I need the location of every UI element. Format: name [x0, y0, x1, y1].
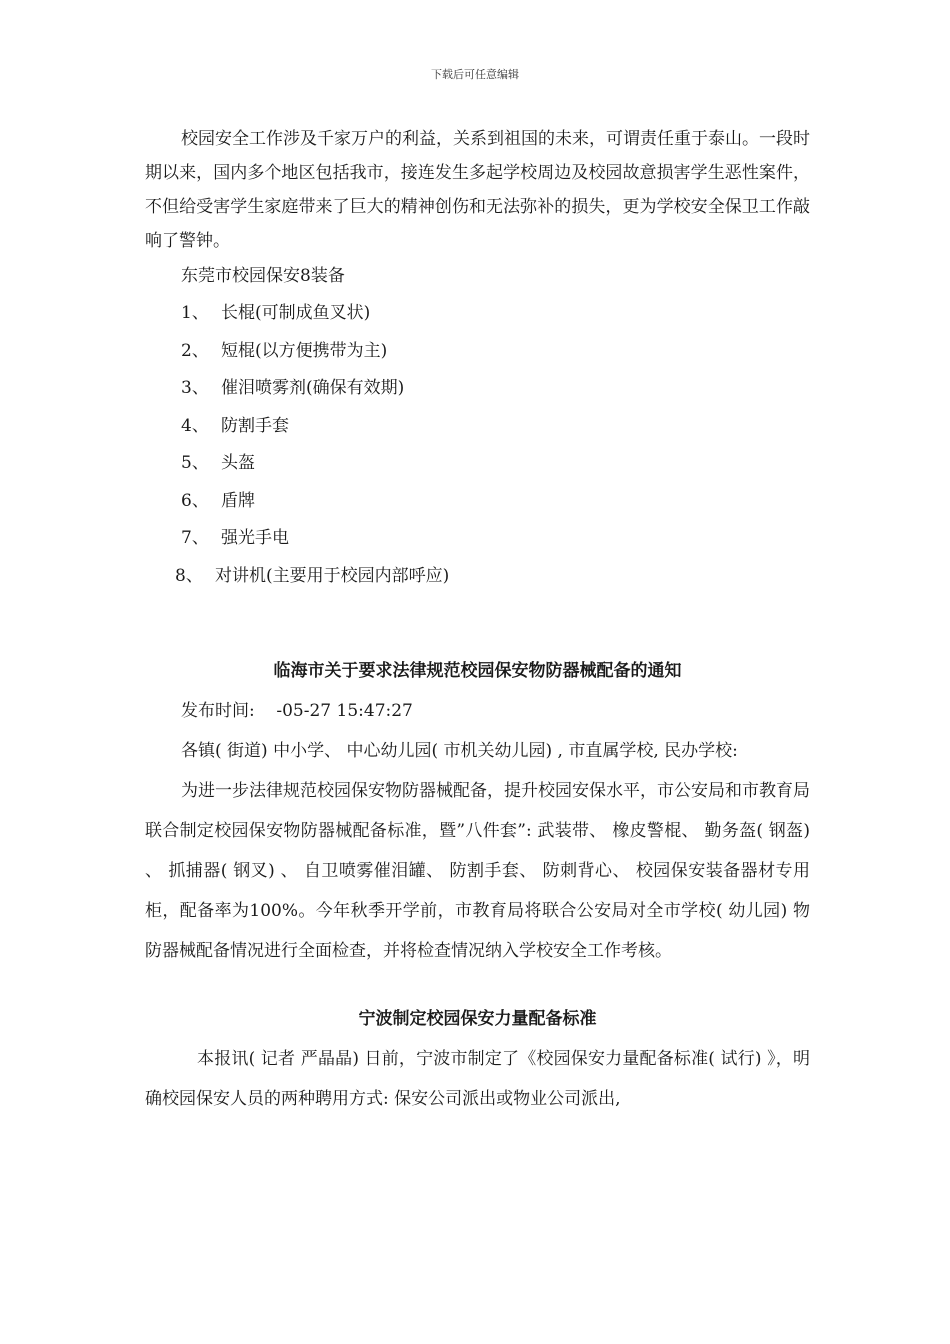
document-body [145, 122, 810, 1119]
list-item: 2、 短棍(以方便携带为主) [181, 340, 388, 361]
publish-time-value: -05-27 15:47:27 [276, 701, 413, 721]
intro-paragraph: 校园安全工作涉及千家万户的利益，关系到祖国的未来，可谓责任重于泰山。一段时期以来，国内多个地区包括我市，接连发生多起学校周边及校园故意损害学生恶性案件，不但给受害学生家庭带来了巨大的精神创伤和无法弥补的损失，更为学校安全保卫工作敲响了警钟。 [145, 129, 810, 251]
publish-time-label: 发布时间: [181, 701, 255, 721]
list-item: 7、 强光手电 [181, 528, 289, 548]
list-item: 5、 头盔 [181, 453, 255, 473]
list-item: 1、 长棍(可制成鱼叉状) [181, 303, 371, 323]
notice-heading: 临海市关于要求法律规范校园保安物防器械配备的通知 [273, 661, 682, 681]
list-item: 4、 防割手套 [181, 415, 289, 436]
list-item: 6、 盾牌 [181, 490, 255, 511]
ningbo-heading: 宁波制定校园保安力量配备标准 [358, 1009, 597, 1029]
ningbo-body: 本报讯( 记者 严晶晶) 日前，宁波市制定了《校园保安力量配备标准( 试行) 》，明确校园保安人员的两种聘用方式: 保安公司派出或物业公司派出, [145, 1049, 810, 1109]
notice-salutation: 各镇( 街道) 中小学、 中心幼儿园( 市机关幼儿园) , 市直属学校, 民办学校: [181, 741, 738, 761]
list-item: 3、 催泪喷雾剂(确保有效期) [181, 378, 405, 398]
publish-time-line [145, 691, 810, 731]
equipment-title: 东莞市校园保安8装备 [181, 266, 345, 286]
page-header-note: 下载后可任意编辑 [431, 68, 519, 81]
equipment-list [145, 295, 810, 595]
notice-body: 为进一步法律规范校园保安物防器械配备，提升校园安保水平，市公安局和市教育局联合制定校园保安物防器械配备标准，暨”八件套”: 武装带、 橡皮警棍、 勤务盔( 钢盔) 、 抓捕器( 钢叉) 、 自卫喷雾催泪罐、 防割手套、 防刺背心、 校园保安装备器材专用柜，配备率为100%。今年秋季开学前，市教育局将联合公安局对全市学校( 幼儿园) 物防器械配备情况进行全面检查，并将检查情况纳入学校安全工作考核。 [145, 781, 810, 961]
list-item: 8、 对讲机(主要用于校园内部呼应) [175, 565, 450, 586]
